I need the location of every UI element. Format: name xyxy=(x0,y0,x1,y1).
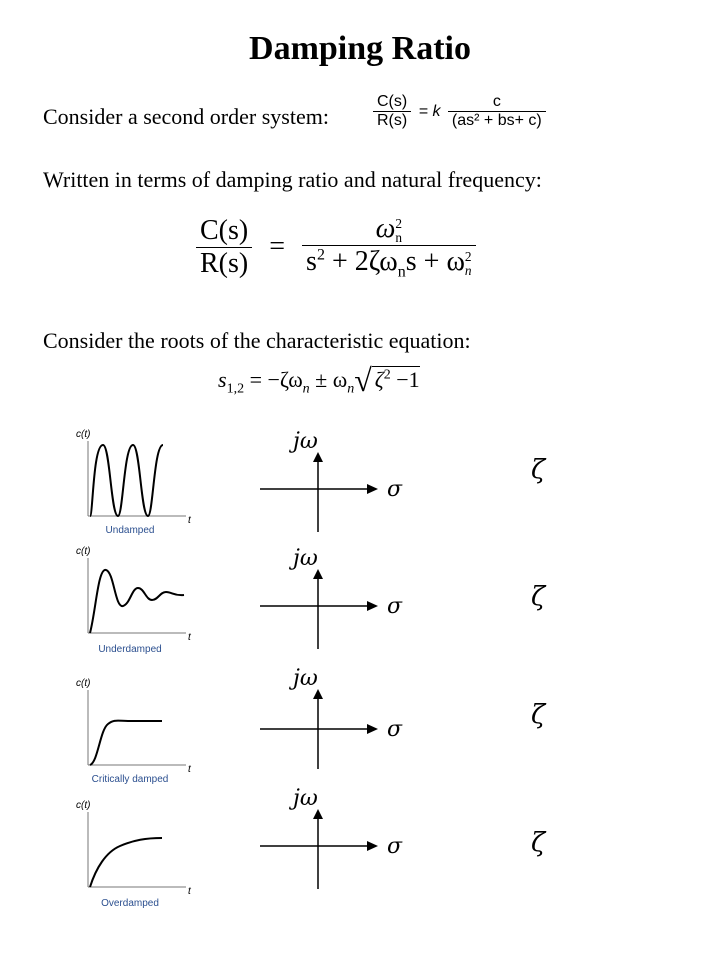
real-arrow-icon xyxy=(367,484,378,494)
jw-label: jω xyxy=(293,786,318,811)
roots-equation xyxy=(218,362,420,399)
ylabel: c(t) xyxy=(76,800,91,811)
overdamped-response-plot xyxy=(60,794,200,911)
roots-line: Consider the roots of the characteristic equation: xyxy=(43,328,471,353)
response-curve xyxy=(90,838,162,887)
intro-line: Consider a second order system: xyxy=(43,104,329,129)
zeta-label: ζ xyxy=(531,455,546,485)
xlabel: t xyxy=(188,632,191,643)
omega-exponent: 2 xyxy=(395,216,403,232)
roots-subscript: 1,2 xyxy=(226,381,245,397)
xlabel: t xyxy=(188,764,191,775)
xlabel: t xyxy=(188,515,191,526)
response-curve xyxy=(90,721,162,765)
zeta-exponent: 2 xyxy=(383,367,391,383)
omega-subscript: n xyxy=(395,229,403,245)
tf-rhs-denominator: (as² + bs+ c) xyxy=(448,111,546,130)
jw-label: jω xyxy=(293,546,318,571)
sf-lhs-fraction xyxy=(196,215,252,280)
sf-relation: = xyxy=(269,231,286,263)
critically-damped-pole-plot xyxy=(255,655,425,772)
sf-lhs-numerator: C(s) xyxy=(200,214,249,246)
ylabel: c(t) xyxy=(76,429,91,440)
response-curve xyxy=(90,570,184,633)
tf-relation: = k xyxy=(418,102,441,120)
sigma-label: σ xyxy=(387,594,403,619)
real-arrow-icon xyxy=(367,841,378,851)
s-term: s xyxy=(306,246,317,277)
s-exponent: 2 xyxy=(316,246,325,264)
ylabel: c(t) xyxy=(76,678,91,689)
caption: Overdamped xyxy=(101,898,159,909)
sf-rhs-numerator xyxy=(302,213,476,245)
tf-lhs-fraction xyxy=(373,93,411,130)
omega-term-subscript: n xyxy=(464,262,472,278)
roots-real-subscript: n xyxy=(302,381,310,397)
radicand xyxy=(372,366,420,393)
real-arrow-icon xyxy=(367,724,378,734)
real-arrow-icon xyxy=(367,601,378,611)
radicand-tail: −1 xyxy=(390,367,420,392)
page-title: Damping Ratio xyxy=(249,30,471,67)
caption: Critically damped xyxy=(91,774,169,785)
omega-term-exponent: 2 xyxy=(464,249,472,265)
tf-rhs-numerator: c xyxy=(492,93,501,110)
ylabel: c(t) xyxy=(76,546,91,557)
zeta-label: ζ xyxy=(531,828,546,858)
underdamped-pole-plot xyxy=(255,535,425,652)
xlabel: t xyxy=(188,886,191,897)
overdamped-pole-plot xyxy=(255,775,425,892)
transfer-function-equation xyxy=(373,93,546,130)
zeta-term: + 2ζω xyxy=(324,246,398,277)
omega-term: s + ω xyxy=(405,246,465,277)
sigma-label: σ xyxy=(387,834,403,859)
roots-symbol: s xyxy=(218,367,227,392)
tf-lhs-denominator: R(s) xyxy=(373,111,411,130)
jw-label: jω xyxy=(293,666,318,691)
tf-lhs-numerator: C(s) xyxy=(377,93,408,110)
roots-real-part: = −ζω xyxy=(244,367,303,392)
sigma-label: σ xyxy=(387,477,403,502)
roots-plus-minus: ± ω xyxy=(309,367,348,392)
response-curve xyxy=(90,445,163,516)
sigma-label: σ xyxy=(387,717,403,742)
standard-form-equation xyxy=(196,213,476,282)
sf-lhs-denominator: R(s) xyxy=(196,247,252,280)
jw-label: jω xyxy=(293,429,318,454)
undamped-response-plot xyxy=(60,423,200,540)
sqrt-icon: √ xyxy=(354,362,372,398)
undamped-pole-plot xyxy=(255,418,425,535)
sf-rhs-denominator xyxy=(302,245,476,282)
sf-rhs-fraction xyxy=(302,213,476,282)
underdamped-response-plot xyxy=(60,540,200,657)
roots-pm-subscript: n xyxy=(347,381,355,397)
caption: Undamped xyxy=(105,525,155,536)
zeta-label: ζ xyxy=(531,700,546,730)
zeta-label: ζ xyxy=(531,582,546,612)
critically-damped-response-plot xyxy=(60,672,200,789)
caption: Underdamped xyxy=(98,644,162,655)
omega-symbol: ω xyxy=(375,213,396,244)
zeta-radicand: ζ xyxy=(374,367,384,392)
damping-form-line: Written in terms of damping ratio and natural frequency: xyxy=(43,167,542,192)
tf-rhs-fraction xyxy=(448,93,546,130)
zeta-subscript: n xyxy=(397,263,406,281)
